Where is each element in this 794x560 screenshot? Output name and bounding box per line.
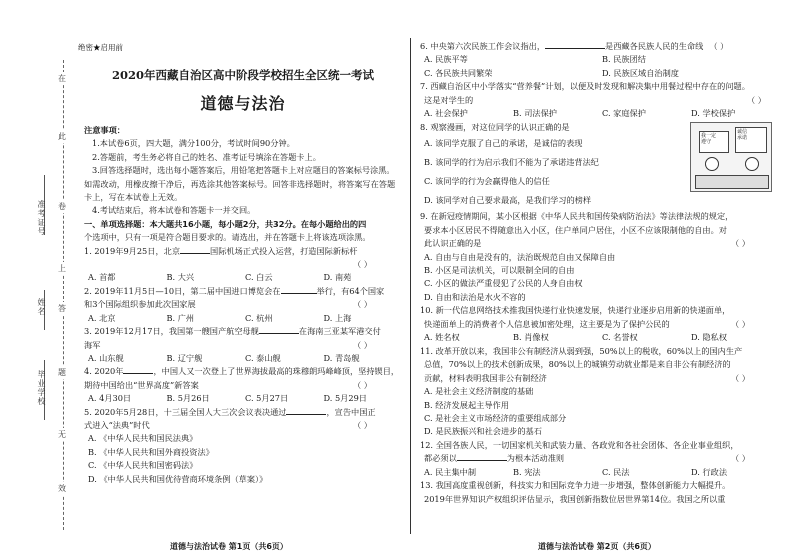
option-d[interactable]: D. 上海 <box>323 312 352 323</box>
option-a[interactable]: A. 民族平等 <box>424 54 468 65</box>
seal-char: 答 <box>58 304 66 313</box>
option-d[interactable]: D. 行政法 <box>691 466 728 477</box>
question-8: 8. 观察漫画，对这位同学的认识正确的是 A. 该同学克服了自己的承诺，是诚信的表现 B. 该同学的行为启示我们不能为了承诺违背法纪 C. 该同学的行为会赢得他人的信任 D. 该同学对自己要求最高，是我们学习的榜样 <box>420 121 780 210</box>
answer-blank <box>545 40 605 49</box>
option-c[interactable]: C. 《中华人民共和国密码法》 <box>88 460 198 471</box>
option-c[interactable]: C. 民法 <box>602 466 630 477</box>
notice-line: 卡上，写在本试卷上无效。 <box>84 192 183 203</box>
answer-bracket: （ ） <box>353 299 372 310</box>
notice-line: 3.回答选择题时，选出每小题答案后，用铅笔把答题卡上对应题目的答案标号涂黑。 <box>92 165 395 176</box>
option-c[interactable]: C. 是社会主义市场经济的重要组成部分 <box>424 412 567 423</box>
option-a[interactable]: A. 《中华人民共和国民法典》 <box>88 433 198 444</box>
seal-char: 此 <box>58 132 66 141</box>
desk-icon <box>695 175 769 189</box>
option-d[interactable]: D. 5月29日 <box>323 393 367 404</box>
options <box>84 392 402 405</box>
name-label: 姓名 <box>37 298 46 316</box>
option-b[interactable]: B. 该同学的行为启示我们不能为了承诺违背法纪 <box>424 157 599 168</box>
subject-title: 道德与法治 <box>200 94 286 113</box>
option-c[interactable]: C. 家庭保护 <box>602 108 646 119</box>
answer-blank <box>123 365 153 374</box>
answer-bracket: （ ） <box>353 259 372 270</box>
seal-char: 上 <box>58 264 66 273</box>
seal-char: 卷 <box>58 202 66 211</box>
option-b[interactable]: B. 肖像权 <box>513 332 549 343</box>
option-c[interactable]: C. 白云 <box>245 272 273 283</box>
seal-char: 题 <box>58 368 66 377</box>
binding-margin <box>0 0 80 560</box>
option-b[interactable]: B. 《中华人民共和国外商投资法》 <box>88 446 214 457</box>
option-b[interactable]: B. 辽宁舰 <box>166 352 203 363</box>
option-a[interactable]: A. 是社会主义经济制度的基础 <box>424 386 534 397</box>
options <box>420 107 780 120</box>
question-3: 3. 2019年12月17日，我国第一艘国产航空母舰 在海南三亚某军港交付 海军 （ ） A. 山东舰 B. 辽宁舰 C. 泰山舰 D. 青岛舰 <box>84 325 402 365</box>
option-d[interactable]: D. 民族区域自治制度 <box>602 67 679 78</box>
question-13: 13. 我国高度重视创新，科技实力和国际竞争力进一步增强，整体创新能力大幅提升。 2019年世界知识产权组织评估显示，我国创新指数位居世界第14位。我国之所以重 <box>420 480 731 504</box>
options <box>84 271 402 284</box>
page1-footer: 道德与法治试卷 第1页（共6页） <box>170 542 288 551</box>
option-c[interactable]: C. 杭州 <box>245 312 273 323</box>
option-c[interactable]: C. 泰山舰 <box>245 352 281 363</box>
answer-bracket: （ ） <box>747 94 766 105</box>
question-2: 2. 2019年11月5日—10日，第二届中国进口博览会在 举行，有64个国家 和3个国际组织参加此次国家展 （ ） A. 北京 B. 广州 C. 杭州 D. 上海 <box>84 285 402 325</box>
option-a[interactable]: A. 山东舰 <box>88 352 124 363</box>
options <box>84 312 402 325</box>
answer-bracket: （ ） <box>731 453 750 464</box>
exam-title: 2020年西藏自治区高中阶段学校招生全区统一考试 <box>111 68 374 82</box>
page2-content <box>420 40 780 506</box>
answer-bracket: （ ） <box>709 41 729 51</box>
question-11: 11. 改革开放以来，我国非公有制经济从弱到强，50%以上的税收，60%以上的国内生产 总值，70%以上的技术创新成果，80%以上的城镇劳动就业都是来自非公有制经济的 贡献，材料表明我国非公有制经济 （ ） A. 是社会主义经济制度的基础 B. 经济发展起主导作用 C. 是社会主义市场经济的重要组成部分 D. 是民族振兴和社会进步的基石 <box>420 345 780 439</box>
option-c[interactable]: C. 各民族共同繁荣 <box>424 67 493 78</box>
answer-blank <box>180 245 210 254</box>
notice-line: 4.考试结束后，将本试卷和答题卡一并交回。 <box>92 205 256 216</box>
option-c[interactable]: C. 5月27日 <box>245 393 289 404</box>
option-b[interactable]: B. 5月26日 <box>166 393 210 404</box>
option-c[interactable]: C. 小区的做法严重侵犯了公民的人身自由权 <box>424 278 583 289</box>
cartoon-speech-bubble: 我一定 遵守 <box>699 131 729 153</box>
answer-blank <box>281 285 317 294</box>
option-d[interactable]: D. 自由和法治是水火不容的 <box>424 291 526 302</box>
options <box>420 466 780 479</box>
option-b[interactable]: B. 大兴 <box>166 272 195 283</box>
option-a[interactable]: A. 民主集中制 <box>424 466 477 477</box>
question-12: 12. 全国各族人民，一切国家机关和武装力量、各政党和各社会团体、各企业事业组织， 都必须以 为根本活动准则 （ ） A. 民主集中制 B. 宪法 C. 民法 D. 行政法 <box>420 439 780 479</box>
secret-mark: 绝密★启用前 <box>78 43 123 52</box>
option-c[interactable]: C. 名誉权 <box>602 332 638 343</box>
notice-line: 2.答题前，考生务必将自己的姓名、准考证号填涂在答题卡上。 <box>92 151 321 162</box>
cartoon-illustration <box>690 122 772 192</box>
option-d[interactable]: D. 隐私权 <box>691 332 728 343</box>
question-4: 4. 2020年 ，中国人又一次登上了世界海拔最高的珠穆朗玛峰峰顶，坚持锲目， 期待中国给出“世界高度”新答案 （ ） A. 4月30日 B. 5月26日 C. 5月27日 D. 5月29日 <box>84 365 402 405</box>
page2-footer: 道德与法治试卷 第2页（共6页） <box>538 542 656 551</box>
option-a[interactable]: A. 姓名权 <box>424 332 460 343</box>
answer-bracket: （ ） <box>731 238 750 249</box>
notice-line: 1.本试卷6页，四大题，满分100分，考试时间90分钟。 <box>92 138 295 149</box>
teacher-figure-icon <box>745 157 759 171</box>
seal-char: 效 <box>58 484 66 493</box>
student-figure-icon <box>705 157 719 171</box>
answer-blank <box>259 325 299 334</box>
question-9: 9. 在新冠疫情期间，某小区根据《中华人民共和国传染病防治法》等法律法规的规定， 要求本小区居民不得随意出入小区，住户单同户居住，小区不应该限制他的自由。对 此认识正确的是 （ ） A. 自由与自由是没有的，法治既规范自由又保障自由 B. 小区是司法机关，可以限制全同的自由 C. 小区的做法严重侵犯了公民的人身自由权 D. 自由和法治是水火不容的 <box>420 210 780 304</box>
option-c[interactable]: C. 该同学的行为会赢得他人的信任 <box>424 176 550 187</box>
answer-blank <box>286 406 326 415</box>
notice-line: 如需改动，用橡皮擦干净后，再选涂其他答案标号。回答非选择题时，将答案写在答题 <box>84 178 396 189</box>
option-a[interactable]: A. 首都 <box>88 272 116 283</box>
seal-char: 无 <box>58 430 66 439</box>
option-b[interactable]: B. 司法保护 <box>513 108 557 119</box>
question-6: 6. 中央第六次民族工作会议指出， 是西藏各民族人民的生命线 （ ） A. 民族平等 B. 民族团结 C. 各民族共同繁荣 D. 民族区域自治制度 <box>420 40 780 80</box>
school-label: 毕业学校 <box>37 370 46 406</box>
option-a[interactable]: A. 自由与自由是没有的，法治既规范自由又保障自由 <box>424 251 616 262</box>
option-d[interactable]: D. 《中华人民共和国优待营商环境条例（草案）》 <box>88 473 268 484</box>
option-b[interactable]: B. 广州 <box>166 312 195 323</box>
exam-no-label: 准考证号 <box>37 200 46 236</box>
answer-bracket: （ ） <box>731 372 750 383</box>
option-a[interactable]: A. 社会保护 <box>424 108 468 119</box>
seal-char: 在 <box>58 74 66 83</box>
question-10: 10. 新一代信息网络技术推我国快递行业快速发展，快递行业逐步启用新的快递面单， 快递面单上的消费者个人信息被加密处理，这主要是为了保护公民的 （ ） A. 姓名权 B. 肖像权 C. 名誉权 D. 隐私权 <box>420 304 780 344</box>
option-d[interactable]: D. 南苑 <box>323 272 352 283</box>
option-a[interactable]: A. 北京 <box>88 312 116 323</box>
question-5: 5. 2020年5月28日，十三届全国人大三次会议表决通过 ，宣告中国正 式进入“法典”时代 （ ） A. 《中华人民共和国民法典》 B. 《中华人民共和国外商投资法》 C. 《中华人民共和国密码法》 D. 《中华人民共和国优待营商环境条例（草案）》 <box>84 406 402 486</box>
options <box>84 352 402 365</box>
notice-heading: 注意事项： <box>84 125 125 135</box>
page-divider <box>410 38 411 534</box>
option-d[interactable]: D. 青岛舰 <box>323 352 360 363</box>
option-b[interactable]: B. 小区是司法机关，可以限制全同的自由 <box>424 264 575 275</box>
option-d[interactable]: D. 是民族振兴和社会进步的基石 <box>424 426 542 437</box>
answer-blank <box>457 452 507 461</box>
option-a[interactable]: A. 4月30日 <box>88 393 132 404</box>
option-b[interactable]: B. 经济发展起主导作用 <box>424 399 509 410</box>
option-a[interactable]: A. 该同学克服了自己的承诺，是诚信的表现 <box>424 138 583 149</box>
answer-bracket: （ ） <box>353 379 372 390</box>
question-1: 1. 2019年9月25日，北京 国际机场正式投入运营，打造国际新标杆 （ ） A. 首都 B. 大兴 C. 白云 D. 南苑 <box>84 245 402 285</box>
option-d[interactable]: D. 学校保护 <box>691 108 736 119</box>
option-b[interactable]: B. 民族团结 <box>602 54 646 65</box>
question-7: 7. 西藏自治区中小学落实“营养餐”计划，以便及时发现和解决集中用餐过程中存在的问题。 这是对学生的 （ ） A. 社会保护 B. 司法保护 C. 家庭保护 D. 学校保护 <box>420 80 780 120</box>
options <box>420 331 780 344</box>
option-d[interactable]: D. 该同学对自己要求最高，是我们学习的榜样 <box>424 195 592 206</box>
answer-bracket: （ ） <box>353 419 372 430</box>
answer-bracket: （ ） <box>731 318 750 329</box>
section-instruction: 个选项中，只有一项是符合题目要求的。请选出，并在答题卡上将该选项涂黑。 <box>84 232 371 243</box>
answer-bracket: （ ） <box>353 339 372 350</box>
cartoon-sign: 诚信 承诺 <box>735 127 767 153</box>
section-heading: 一、单项选择题：本大题共16小题，每小题2分，共32分。在每小题给出的四 <box>84 218 367 229</box>
page1-content <box>84 124 402 486</box>
option-b[interactable]: B. 宪法 <box>513 466 541 477</box>
